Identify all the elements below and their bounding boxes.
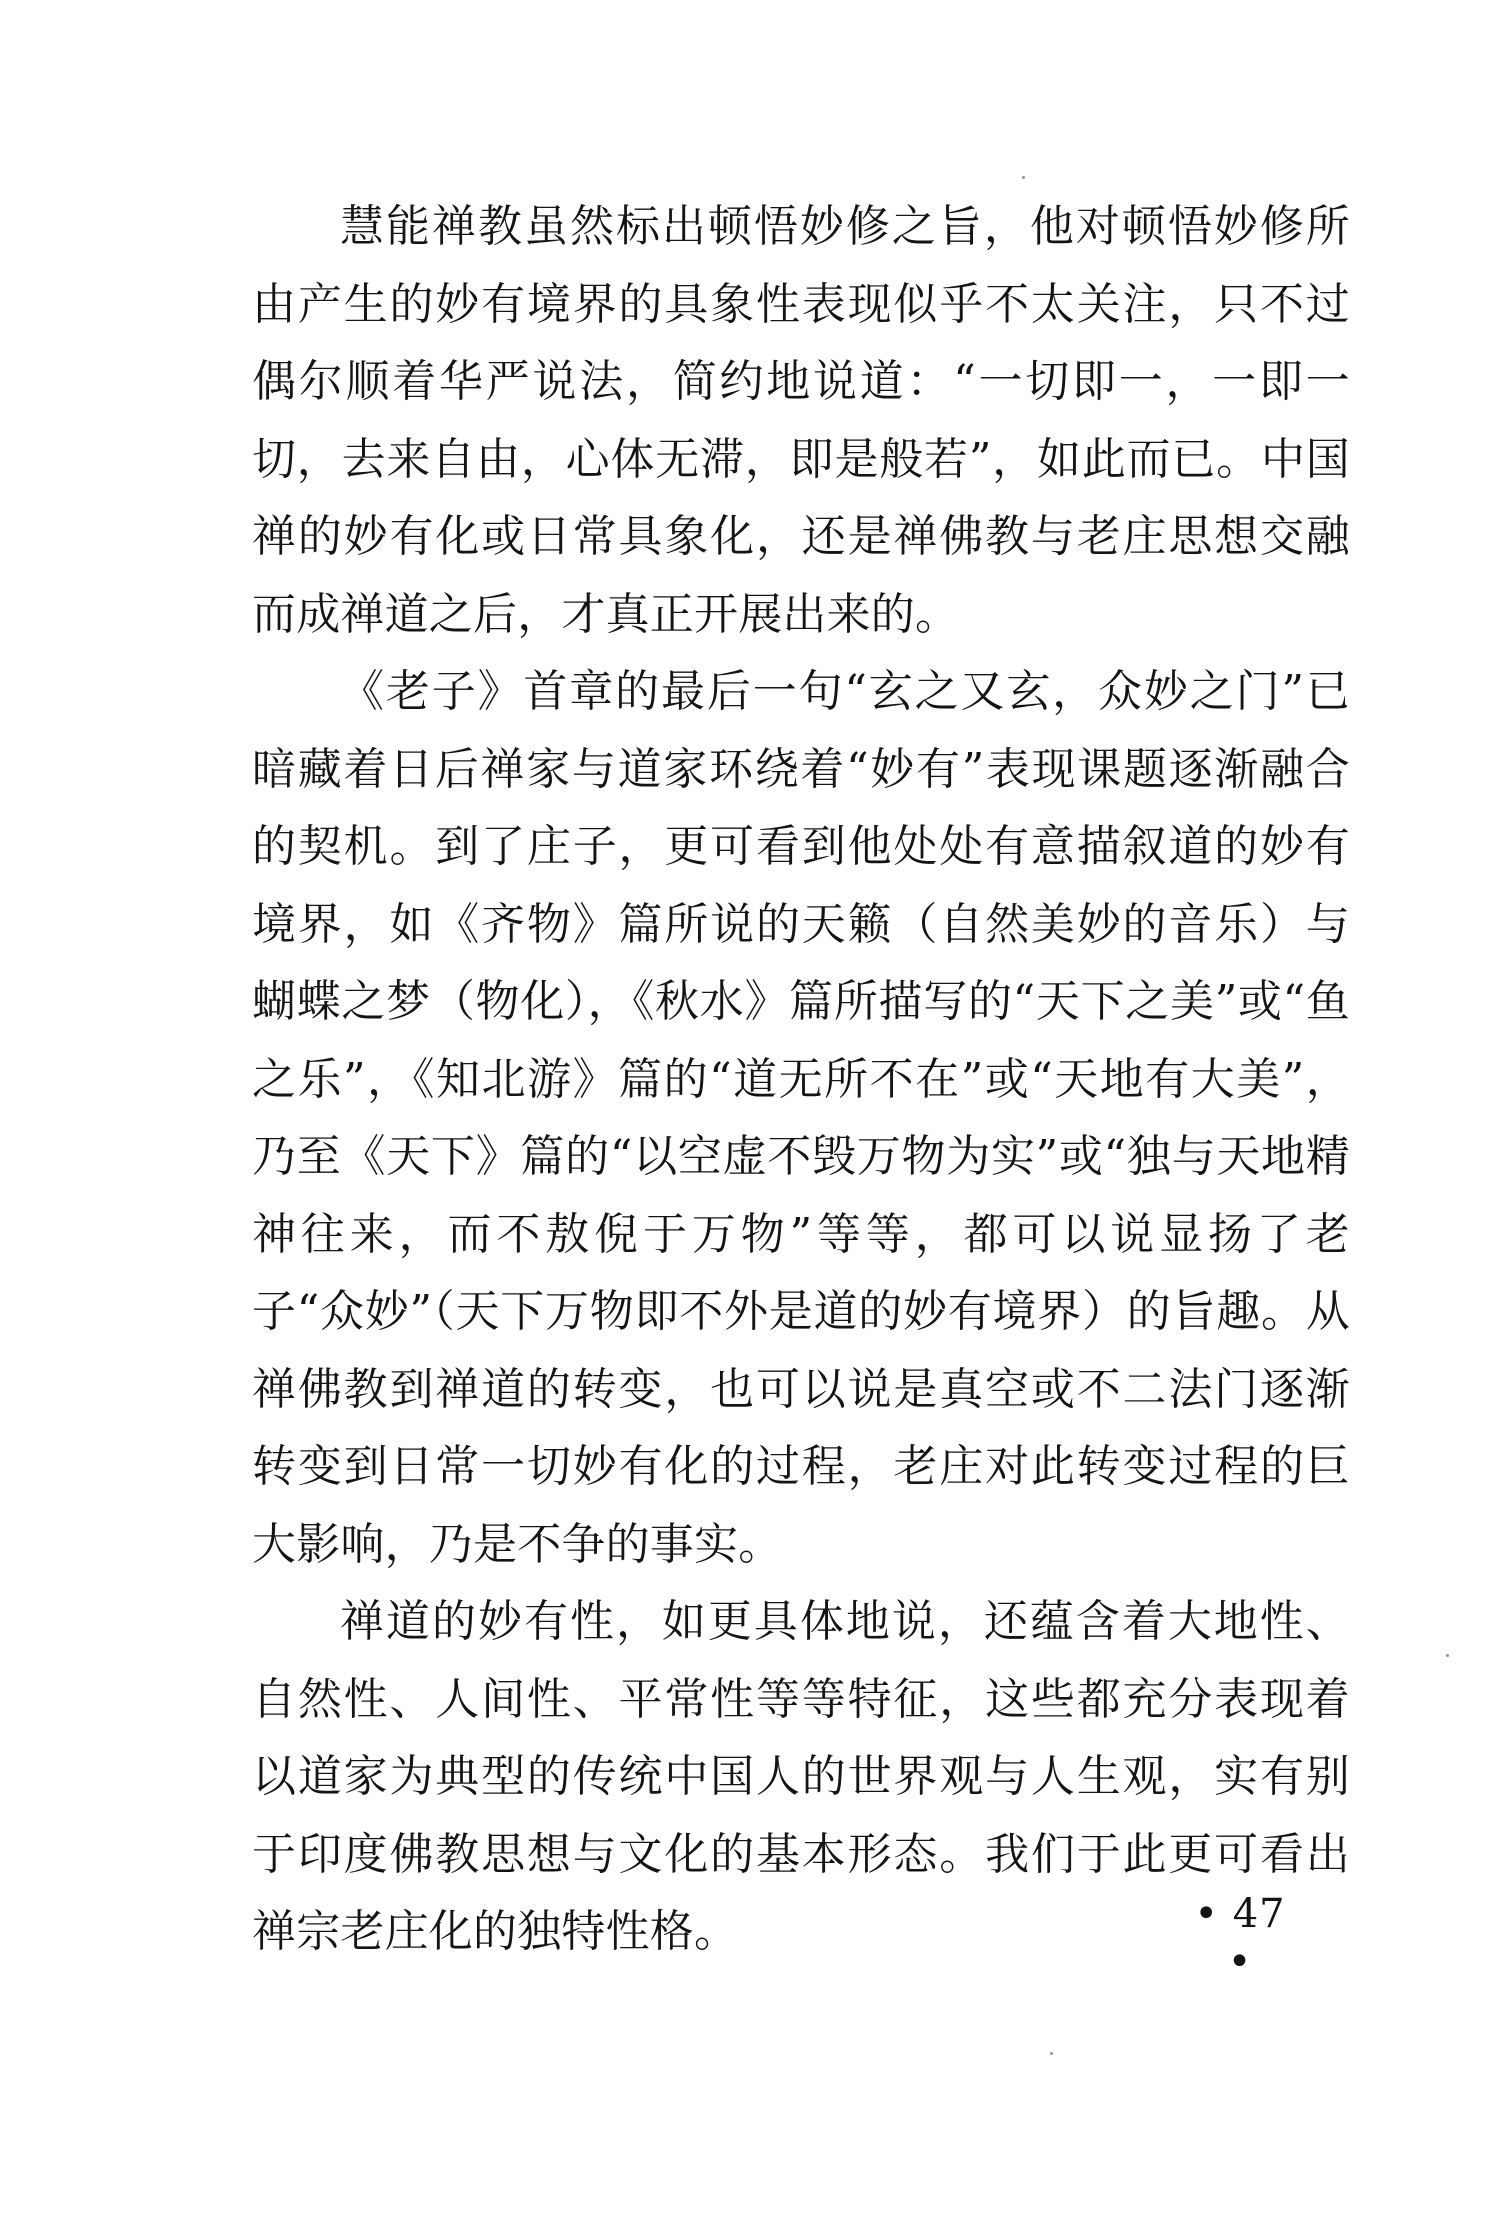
paragraph-2: 《老子》首章的最后一句“玄之又玄，众妙之门”已暗藏着日后禅家与道家环绕着“妙有”表现课题逐渐融合的契机。到了庄子，更可看到他处处有意描叙道的妙有境界，如《齐物》篇所说的天籁（自然美妙的音乐）与蝴蝶之梦（物化），《秋水》篇所描写的“天下之美”或“鱼之乐”，《知北游》篇的“道无所不在”或“天地有大美”，乃至《天下》篇的“以空虚不毁万物为实”或“独与天地精神往来，而不敖倪于万物”等等，都可以说显扬了老子“众妙”（天下万物即不外是道的妙有境界）的旨趣。从禅佛教到禅道的转变，也可以说是真空或不二法门逐渐转变到日常一切妙有化的过程，老庄对此转变过程的巨大影响，乃是不争的事实。 <box>252 666 1350 1570</box>
body-text <box>252 188 1350 1971</box>
scan-speck <box>1050 2052 1053 2055</box>
paragraph-1: 慧能禅教虽然标出顿悟妙修之旨，他对顿悟妙修所由产生的妙有境界的具象性表现似乎不太关注，只不过偶尔顺着华严说法，简约地说道：“一切即一，一即一切，去来自由，心体无滞，即是般若”，如此而已。中国禅的妙有化或日常具象化，还是禅佛教与老庄思想交融而成禅道之后，才真正开展出来的。 <box>252 201 1350 640</box>
paragraph-3: 禅道的妙有性，如更具体地说，还蕴含着大地性、自然性、人间性、平常性等等特征，这些都充分表现着以道家为典型的传统中国人的世界观与人生观，实有别于印度佛教思想与文化的基本形态。我们于此更可看出禅宗老庄化的独特性格。 <box>252 1596 1350 1957</box>
page-number: • 47 • <box>1194 1891 1286 1985</box>
scan-speck <box>1446 1654 1449 1657</box>
scan-speck <box>1022 176 1025 179</box>
